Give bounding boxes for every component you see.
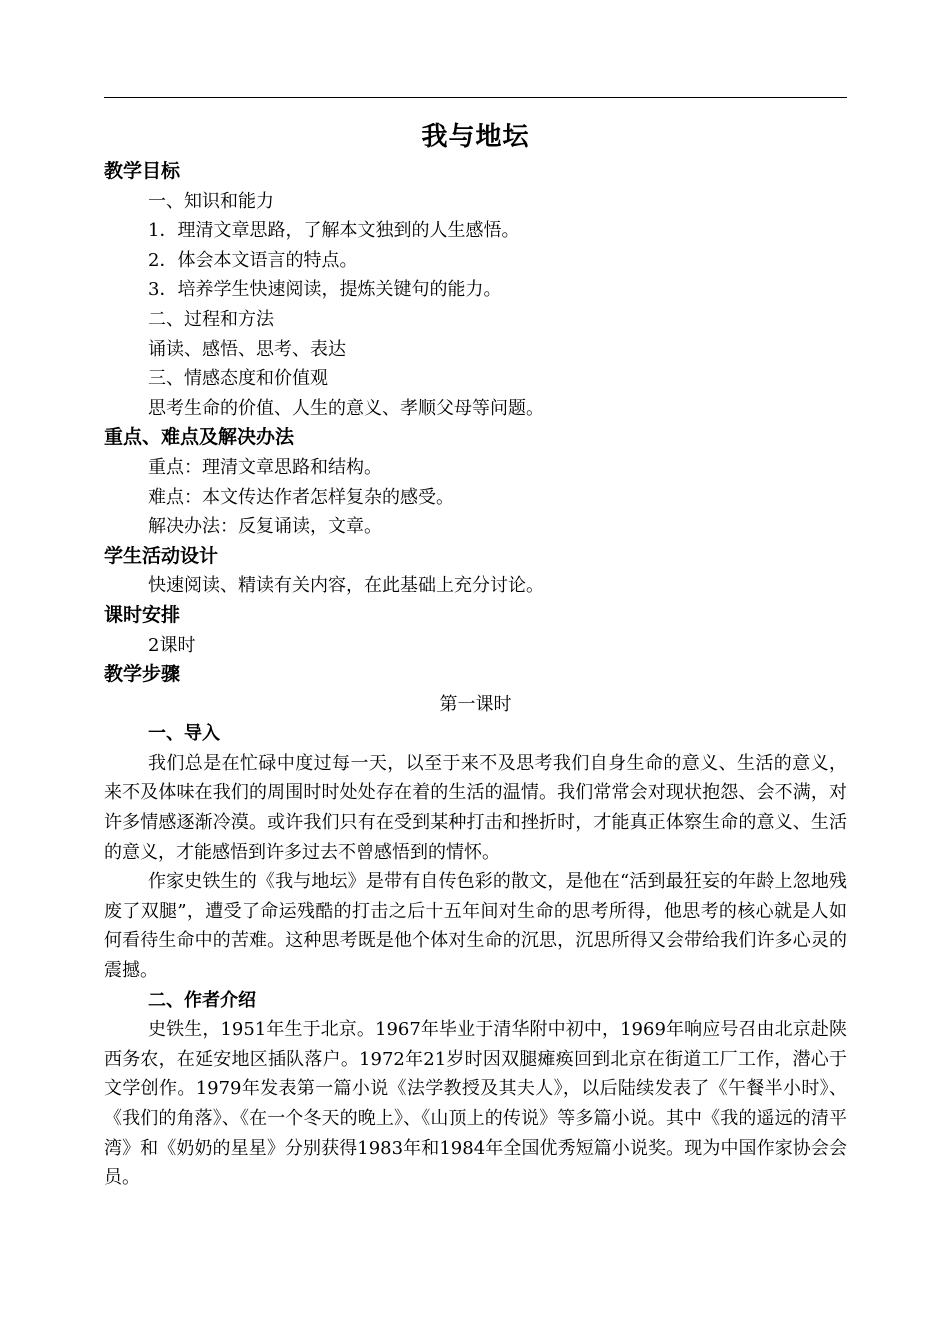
objective-line: 三、情感态度和价值观 — [148, 368, 328, 390]
section-heading-objectives: 教学目标 — [104, 160, 181, 182]
section-heading-activities: 学生活动设计 — [104, 544, 219, 567]
objective-line: 诵读、感悟、思考、表达 — [148, 338, 346, 360]
lesson-title: 第一课时 — [439, 693, 512, 715]
objective-line: 思考生命的价值、人生的意义、孝顺父母等问题。 — [148, 397, 544, 419]
document-title: 我与地坛 — [421, 122, 530, 152]
document-body — [104, 117, 847, 1193]
subheading-author: 二、作者介绍 — [148, 989, 256, 1011]
subheading-intro: 一、导入 — [148, 723, 220, 745]
objective-line: 一、知识和能力 — [148, 190, 274, 212]
section-heading-schedule: 课时安排 — [104, 603, 181, 626]
activity-line: 快速阅读、精读有关内容，在此基础上充分讨论。 — [148, 575, 544, 597]
section-heading-key-points: 重点、难点及解决办法 — [104, 426, 295, 449]
intro-paragraph: 作家史铁生的《我与地坛》是带有自传色彩的散文，是他在“活到最狂妄的年龄上忽地残废了双腿”，遭受了命运残酷的打击之后十五年间对生命的思考所得，他思考的核心就是人如何看待生命中的苦难。这种思考既是他个体对生命的沉思，沉思所得又会带给我们许多心灵的震撼。 — [104, 871, 847, 982]
objective-line: 1．理清文章思路，了解本文独到的人生感悟。 — [148, 220, 520, 242]
header-rule — [104, 97, 847, 98]
schedule-line: 2课时 — [148, 634, 196, 656]
objective-line: 二、过程和方法 — [148, 308, 274, 330]
key-point-line: 重点：理清文章思路和结构。 — [148, 456, 382, 478]
key-point-line: 难点：本文传达作者怎样复杂的感受。 — [148, 486, 454, 508]
key-point-line: 解决办法：反复诵读，文章。 — [148, 516, 382, 538]
objective-line: 2．体会本文语言的特点。 — [148, 249, 358, 271]
objective-line: 3．培养学生快速阅读，提炼关键句的能力。 — [148, 279, 502, 301]
section-heading-steps: 教学步骤 — [104, 663, 181, 686]
author-paragraph: 史铁生，1951年生于北京。1967年毕业于清华附中初中，1969年响应号召由北京赴陕西务农，在延安地区插队落户。1972年21岁时因双腿瘫痪回到北京在街道工厂工作，潜心于文学创作。1979年发表第一篇小说《法学教授及其夫人》，以后陆续发表了《午餐半小时》、《我们的角落》、《在一个冬天的晚上》、《山顶上的传说》等多篇小说。其中《我的遥远的清平湾》和《奶奶的星星》分别获得1983年和1984年全国优秀短篇小说奖。现为中国作家协会会员。 — [104, 1019, 847, 1189]
intro-paragraph: 我们总是在忙碌中度过每一天，以至于来不及思考我们自身生命的意义、生活的意义，来不及体味在我们的周围时时处处存在着的生活的温情。我们常常会对现状抱怨、会不满，对许多情感逐渐冷漠。或许我们只有在受到某种打击和挫折时，才能真正体察生命的意义、生活的意义，才能感悟到许多过去不曾感悟到的情怀。 — [104, 752, 847, 863]
